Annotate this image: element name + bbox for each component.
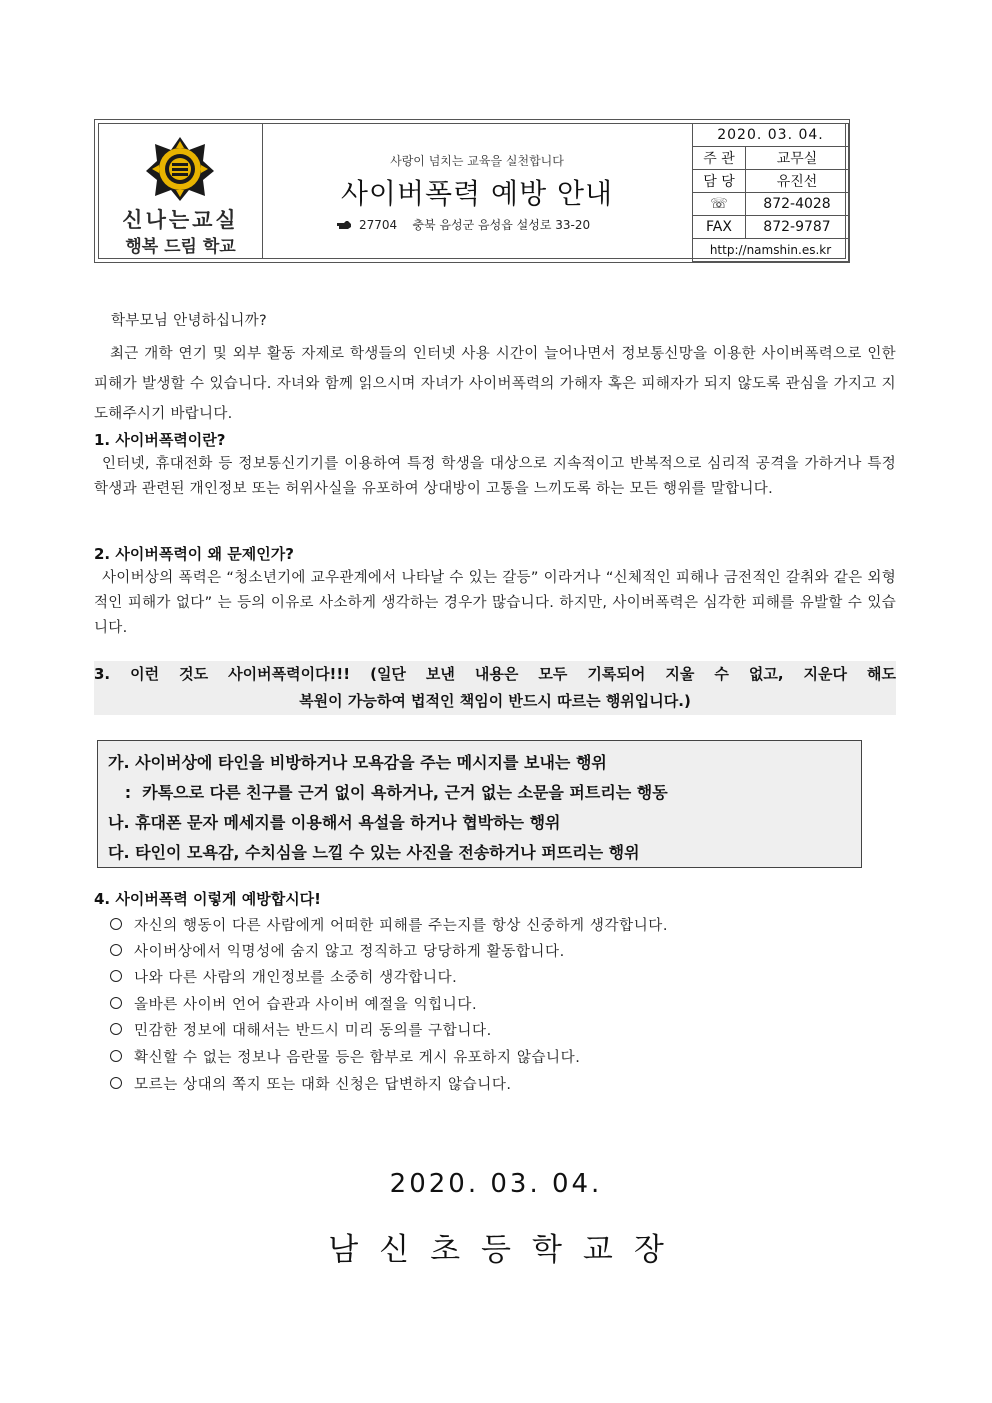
footer-date: 2020. 03. 04.	[389, 1169, 603, 1199]
school-emblem-icon	[145, 136, 215, 202]
tip-item	[110, 966, 457, 987]
section1-body: 인터넷, 휴대전화 등 정보통신기기를 이용하여 특정 학생을 대상으로 지속적이고 반복적으로 심리적 공격을 가하거나 특정 학생과 관련된 개인정보 또는 허위사실을 유포하여 상대방이 고통을 느끼도록 하는 모든 행위를 말합니다.	[94, 456, 896, 497]
fax-label: FAX	[693, 216, 746, 239]
circle-bullet-icon	[110, 1023, 122, 1035]
school-principal: 남신초등학교장	[328, 1232, 685, 1268]
document-date: 2020. 03. 04.	[693, 124, 849, 147]
tip-item	[110, 1073, 512, 1094]
example-item: : 카톡으로 다른 친구를 근거 없이 욕하거나, 근거 없는 소문을 퍼트리는 행동	[108, 783, 668, 802]
document-info-table	[692, 123, 849, 262]
page-title: 사이버폭력 예방 안내	[340, 177, 614, 210]
tip-item	[110, 940, 565, 961]
example-item: 가. 사이버상에 타인을 비방하거나 모욕감을 주는 메시지를 보내는 행위	[108, 753, 607, 772]
address-text: 충북 음성군 음성읍 설성로 33-20	[412, 218, 591, 232]
section2-title: 2. 사이버폭력이 왜 문제인가?	[94, 545, 294, 563]
tip-item	[110, 993, 477, 1014]
hand-pointer-icon	[337, 220, 351, 229]
logo-text-line1: 신나는교실	[122, 208, 239, 232]
tip-text: 올바른 사이버 언어 습관과 사이버 예절을 익힙니다.	[134, 997, 478, 1013]
section2-body: 사이버상의 폭력은 “청소년기에 교우관계에서 나타날 수 있는 갈등” 이라거나 “신체적인 피해나 금전적인 갈취와 같은 외형적인 피해가 없다” 는 등의 이유로 사소하게 생각하는 경우가 많습니다. 하지만, 사이버폭력은 심각한 피해를 유발할 수 있습니다.	[94, 570, 896, 636]
manager-value: 유진선	[746, 170, 849, 193]
logo-text-line2: 행복 드림 학교	[125, 237, 236, 257]
title-cell	[262, 124, 692, 258]
manager-label: 담 당	[693, 170, 746, 193]
tip-text: 민감한 정보에 대해서는 반드시 미리 동의를 구합니다.	[134, 1023, 492, 1039]
example-item: 나. 휴대폰 문자 메세지를 이용해서 욕설을 하거나 협박하는 행위	[108, 813, 561, 832]
tip-text: 나와 다른 사람의 개인정보를 소중히 생각합니다.	[134, 970, 458, 986]
phone-icon: ☏	[693, 193, 746, 216]
examples-box	[97, 740, 862, 868]
logo-cell	[99, 124, 263, 258]
example-item: 다. 타인이 모욕감, 수치심을 느낄 수 있는 사진을 전송하거나 퍼뜨리는 행위	[108, 843, 640, 862]
tip-item	[110, 1046, 580, 1067]
circle-bullet-icon	[110, 918, 122, 930]
phone-value: 872-4028	[746, 193, 849, 216]
school-motto: 사랑이 넘치는 교육을 실천합니다	[390, 154, 564, 168]
supervisor-label: 주 관	[693, 147, 746, 170]
letterhead	[94, 119, 850, 263]
tip-text: 자신의 행동이 다른 사람에게 어떠한 피해를 주는지를 항상 신중하게 생각합니다.	[134, 918, 669, 934]
tip-item	[110, 1019, 492, 1040]
circle-bullet-icon	[110, 997, 122, 1009]
school-address	[337, 216, 590, 233]
section3-line2: 복원이 가능하여 법적인 책임이 반드시 따르는 행위입니다.)	[299, 692, 691, 710]
circle-bullet-icon	[110, 1077, 122, 1089]
greeting: 학부모님 안녕하십니까?	[111, 313, 267, 329]
circle-bullet-icon	[110, 970, 122, 982]
tip-text: 사이버상에서 익명성에 숨지 않고 정직하고 당당하게 활동합니다.	[134, 944, 565, 960]
postal-code: 27704	[359, 218, 398, 232]
section4-title: 4. 사이버폭력 이렇게 예방합시다!	[94, 890, 322, 908]
website-link[interactable]: http://namshin.es.kr	[693, 239, 849, 262]
tip-text: 확신할 수 없는 정보나 음란물 등은 함부로 게시 유포하지 않습니다.	[134, 1050, 581, 1066]
letterhead-inner	[98, 123, 846, 259]
circle-bullet-icon	[110, 1050, 122, 1062]
intro-paragraph: 최근 개학 연기 및 외부 활동 자제로 학생들의 인터넷 사용 시간이 늘어나면서 정보통신망을 이용한 사이버폭력으로 인한 피해가 발생할 수 있습니다. 자녀와 함께 읽으시며 자녀가 사이버폭력의 가해자 혹은 피해자가 되지 않도록 관심을 가지고 지도해주시기 바랍니다.	[94, 346, 896, 422]
tip-text: 모르는 상대의 쪽지 또는 대화 신청은 답변하지 않습니다.	[134, 1077, 512, 1093]
supervisor-value: 교무실	[746, 147, 849, 170]
circle-bullet-icon	[110, 944, 122, 956]
section3-heading	[94, 661, 896, 715]
section3-line1: 3. 이런 것도 사이버폭력이다!!! (일단 보낸 내용은 모두 기록되어 지울 수 없고, 지운다 해도	[94, 665, 896, 683]
fax-value: 872-9787	[746, 216, 849, 239]
section1-title: 1. 사이버폭력이란?	[94, 431, 226, 449]
tip-item	[110, 914, 668, 935]
